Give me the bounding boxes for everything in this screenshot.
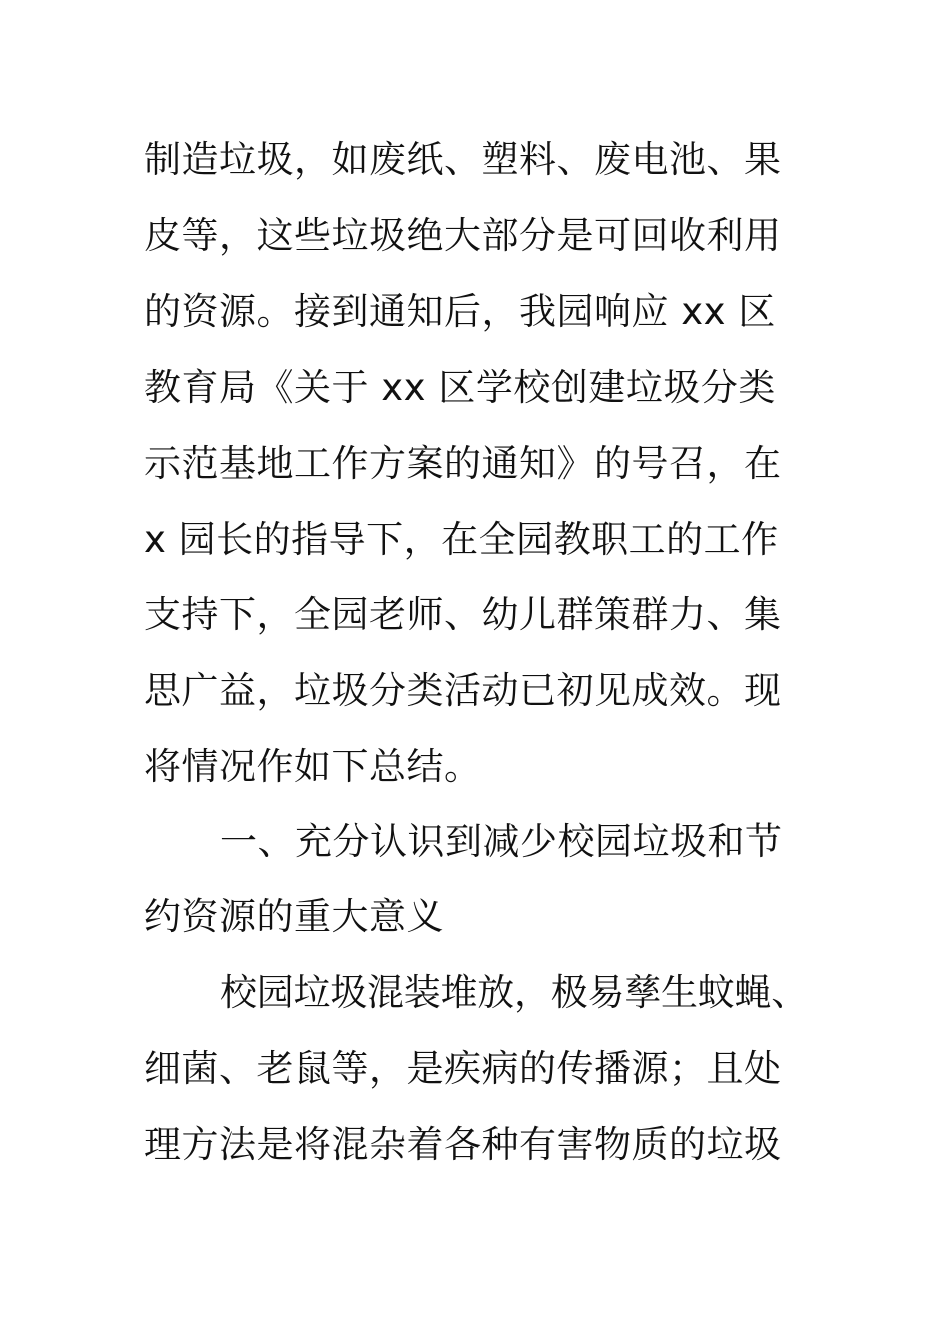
body-text-line: 制造垃圾，如废纸、塑料、废电池、果 (144, 138, 782, 181)
body-text-line: 教育局《关于 xx 区学校创建垃圾分类 (144, 366, 776, 409)
section-heading-line: 一、充分认识到减少校园垃圾和节 (220, 820, 783, 863)
body-text-line: x 园长的指导下，在全园教职工的工作 (144, 518, 779, 561)
body-text-line: 将情况作如下总结。 (144, 745, 482, 788)
body-text-line: 思广益，垃圾分类活动已初见成效。现 (144, 669, 782, 712)
body-text-line: 细菌、老鼠等，是疾病的传播源；且处 (144, 1047, 782, 1090)
body-text-line: 校园垃圾混装堆放，极易孳生蚊蝇、 (220, 971, 808, 1014)
body-text-line: 理方法是将混杂着各种有害物质的垃圾 (144, 1123, 782, 1166)
section-heading-line: 约资源的重大意义 (144, 895, 444, 938)
body-text-line: 的资源。接到通知后，我园响应 xx 区 (144, 290, 776, 333)
body-text-line: 支持下，全园老师、幼儿群策群力、集 (144, 593, 782, 636)
body-text-line: 皮等，这些垃圾绝大部分是可回收利用 (144, 214, 782, 257)
body-text-line: 示范基地工作方案的通知》的号召，在 (144, 442, 782, 485)
